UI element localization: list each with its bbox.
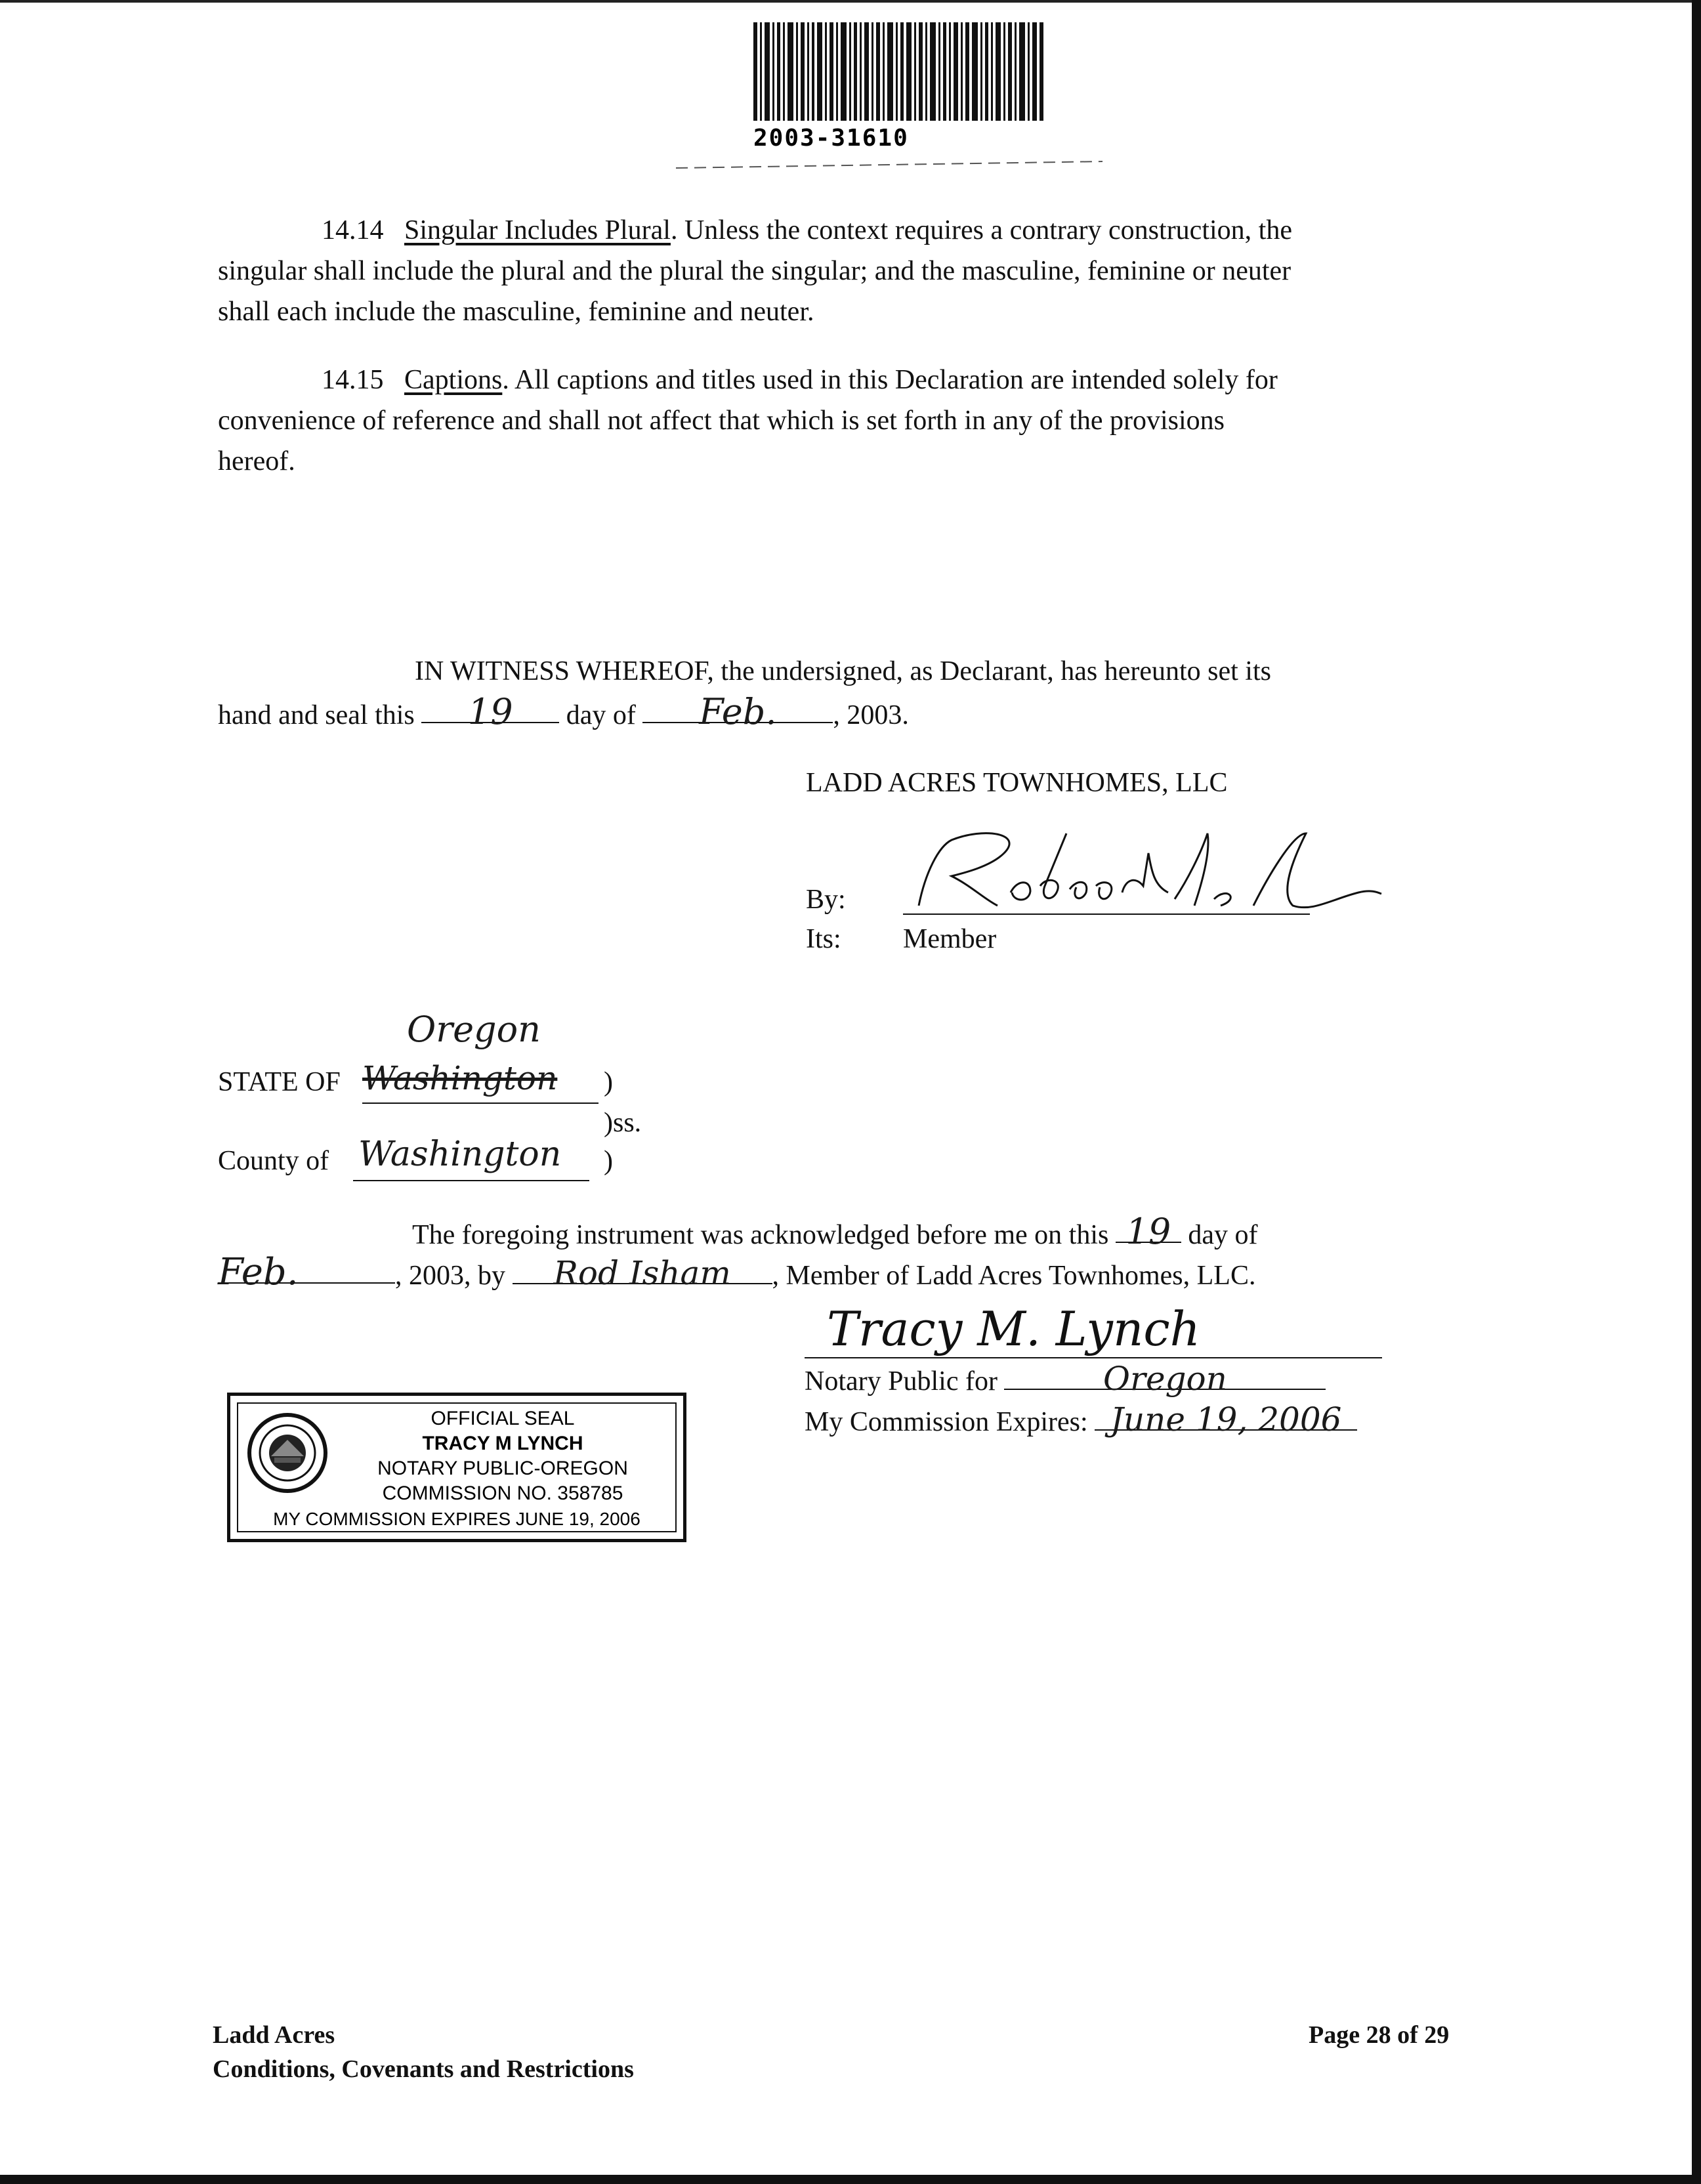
ack-month: Feb. — [218, 1252, 395, 1284]
ack-name: Rod Isham — [513, 1253, 772, 1284]
notary-public-line — [805, 1358, 1326, 1402]
footer-title-2: Conditions, Covenants and Restrictions — [213, 2055, 634, 2083]
barcode-number: 2003-31610 — [753, 125, 909, 152]
notary-public-state: Oregon — [1004, 1358, 1326, 1390]
state-struck-handwritten: Washington — [362, 1059, 558, 1097]
witness-day-of: day of — [566, 700, 636, 730]
barcode — [753, 22, 1045, 129]
county-line — [353, 1180, 589, 1181]
seal-line-4: COMMISSION NO. 358785 — [382, 1482, 623, 1504]
its-value: Member — [903, 924, 997, 954]
section-text: . All captions and titles used in this Declaration are intended solely for — [502, 365, 1278, 395]
paren-2: ) — [604, 1146, 613, 1176]
section-number: 14.15 — [322, 365, 384, 395]
section-number: 14.14 — [322, 215, 384, 245]
commission-expires-line — [805, 1399, 1357, 1442]
state-value-handwritten: Oregon — [407, 1009, 541, 1050]
dashed-rule — [676, 155, 1109, 175]
witness-month: Feb. — [642, 692, 833, 723]
commission-expires-label: My Commission Expires: — [805, 1407, 1088, 1437]
declarant-signature — [899, 814, 1385, 925]
company-name: LADD ACRES TOWNHOMES, LLC — [806, 768, 1228, 798]
seal-line-5: MY COMMISSION EXPIRES JUNE 19, 2006 — [273, 1509, 640, 1529]
footer-title-1: Ladd Acres — [213, 2021, 335, 2049]
section-heading: Captions — [404, 365, 503, 395]
ack-year-by: , 2003, by — [395, 1261, 505, 1291]
witness-year: , 2003. — [833, 700, 909, 730]
scan-border-right — [1692, 0, 1701, 2184]
section-heading: Singular Includes Plural — [404, 215, 671, 245]
ack-line2 — [218, 1252, 1255, 1296]
paren-1: ) — [604, 1067, 613, 1097]
scan-border-bottom — [0, 2175, 1701, 2184]
county-of-label: County of — [218, 1146, 329, 1176]
ack-day: 19 — [1116, 1211, 1181, 1243]
notary-public-label: Notary Public for — [805, 1366, 998, 1396]
commission-expires-value: June 19, 2006 — [1095, 1399, 1357, 1431]
section-14-14-line3: shall each include the masculine, feminine and neuter. — [218, 297, 814, 327]
seal-line-1: OFFICIAL SEAL — [430, 1408, 575, 1429]
witness-line2 — [218, 692, 909, 736]
seal-line-2: TRACY M LYNCH — [422, 1433, 583, 1454]
scan-border-top — [0, 0, 1701, 3]
state-of-label: STATE OF — [218, 1067, 341, 1097]
its-label: Its: — [806, 924, 841, 954]
by-label: By: — [806, 885, 846, 915]
notary-seal-stamp — [227, 1393, 686, 1542]
section-14-15-line3: hereof. — [218, 446, 295, 476]
witness-line1: IN WITNESS WHEREOF, the undersigned, as Declarant, has hereunto set its — [415, 656, 1271, 686]
ack-member-of: , Member of Ladd Acres Townhomes, LLC. — [772, 1261, 1256, 1291]
page-number: Page 28 of 29 — [1309, 2021, 1450, 2049]
ack-text: The foregoing instrument was acknowledged before me on this — [412, 1220, 1109, 1250]
notary-signature — [801, 1299, 1404, 1365]
seal-line-3: NOTARY PUBLIC-OREGON — [377, 1458, 628, 1479]
witness-day: 19 — [421, 692, 559, 723]
county-value-handwritten: Washington — [358, 1135, 562, 1174]
notary-signature-text: Tracy M. Lynch — [827, 1301, 1201, 1356]
section-14-15-line2: convenience of reference and shall not affect that which is set forth in any of the provisions — [218, 406, 1225, 436]
ack-day-of: day of — [1188, 1220, 1258, 1250]
section-text: . Unless the context requires a contrary construction, the — [670, 215, 1292, 245]
ack-line1 — [412, 1211, 1258, 1255]
section-14-14-line1 — [322, 210, 1292, 251]
witness-prefix: hand and seal this — [218, 700, 415, 730]
section-14-14-line2: singular shall include the plural and the plural the singular; and the masculine, feminine or neuter — [218, 256, 1292, 286]
section-14-15-line1 — [322, 360, 1278, 400]
state-line — [362, 1102, 598, 1104]
ss: )ss. — [604, 1108, 642, 1138]
